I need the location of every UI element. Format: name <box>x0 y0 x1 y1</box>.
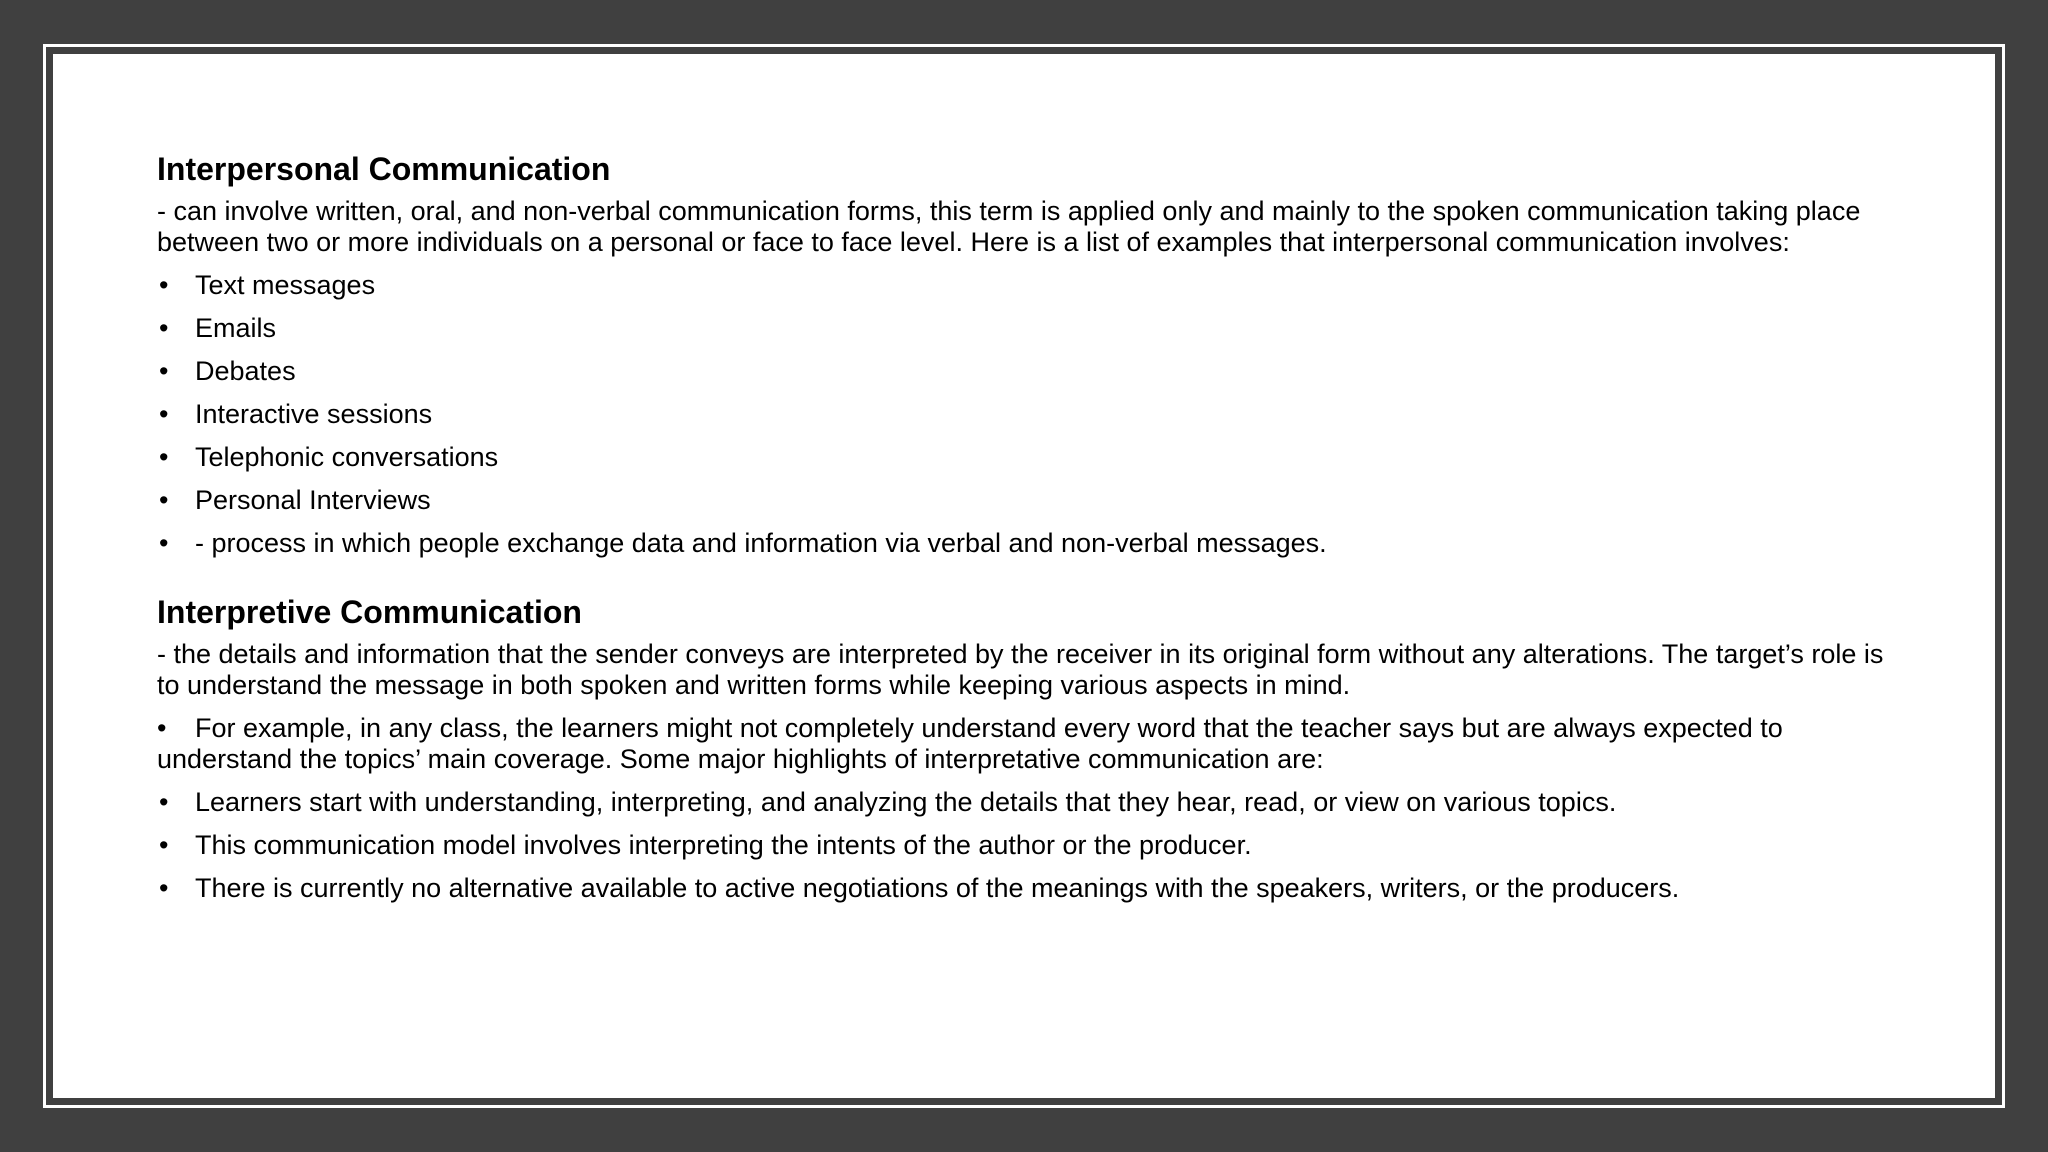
bullet-icon: • <box>159 873 169 903</box>
interpretive-description: - the details and information that the sender conveys are interpreted by the receiver in its original form without any alterations. The target’s role is to understand the message in both spoken and written forms while keeping various aspects in mind. <box>157 639 1884 700</box>
section-spacer <box>157 571 1897 593</box>
list-item-text: Interactive sessions <box>195 399 433 429</box>
bullet-icon: • <box>159 442 169 472</box>
list-item <box>157 399 1897 430</box>
list-item <box>157 270 1897 301</box>
list-item <box>157 787 1897 818</box>
interpretive-example-text: For example, in any class, the learners might not completely understand every word that the teacher says but are always expected to understand the topics’ main coverage. Some major highlights of interpretative communication are: <box>157 713 1783 774</box>
interpretive-title: Interpretive Communication <box>157 594 582 630</box>
interpersonal-title: Interpersonal Communication <box>157 151 611 187</box>
bullet-icon: • <box>159 787 169 817</box>
list-item-text: Emails <box>195 313 277 343</box>
list-item-text: There is currently no alternative available to active negotiations of the meanings with the speakers, writers, or the producers. <box>195 873 1680 903</box>
list-item-text: Telephonic conversations <box>195 442 499 472</box>
bullet-icon: • <box>159 830 169 860</box>
bullet-icon: • <box>157 713 167 743</box>
slide-content <box>157 150 1897 916</box>
list-item <box>157 442 1897 473</box>
interpersonal-bullet-list <box>157 270 1897 559</box>
interpretive-example <box>157 713 1897 775</box>
list-item <box>157 356 1897 387</box>
list-item-text: Debates <box>195 356 296 386</box>
interpretive-bullet-list <box>157 787 1897 904</box>
list-item <box>157 873 1897 904</box>
bullet-icon: • <box>159 485 169 515</box>
interpersonal-description: - can involve written, oral, and non-verbal communication forms, this term is applied only and mainly to the spoken communication taking place between two or more individuals on a personal or face to face level. Here is a list of examples that interpersonal communication involves: <box>157 196 1861 257</box>
list-item <box>157 830 1897 861</box>
bullet-icon: • <box>159 399 169 429</box>
bullet-icon: • <box>159 356 169 386</box>
bullet-icon: • <box>159 528 169 558</box>
list-item-text: Learners start with understanding, interpreting, and analyzing the details that they hear, read, or view on various topics. <box>195 787 1617 817</box>
bullet-icon: • <box>159 270 169 300</box>
list-item <box>157 313 1897 344</box>
list-item-text: Text messages <box>195 270 376 300</box>
list-item-text: - process in which people exchange data and information via verbal and non-verbal messages. <box>195 528 1327 558</box>
bullet-icon: • <box>159 313 169 343</box>
list-item <box>157 528 1897 559</box>
list-item-text: This communication model involves interpreting the intents of the author or the producer. <box>195 830 1252 860</box>
list-item-text: Personal Interviews <box>195 485 431 515</box>
list-item <box>157 485 1897 516</box>
